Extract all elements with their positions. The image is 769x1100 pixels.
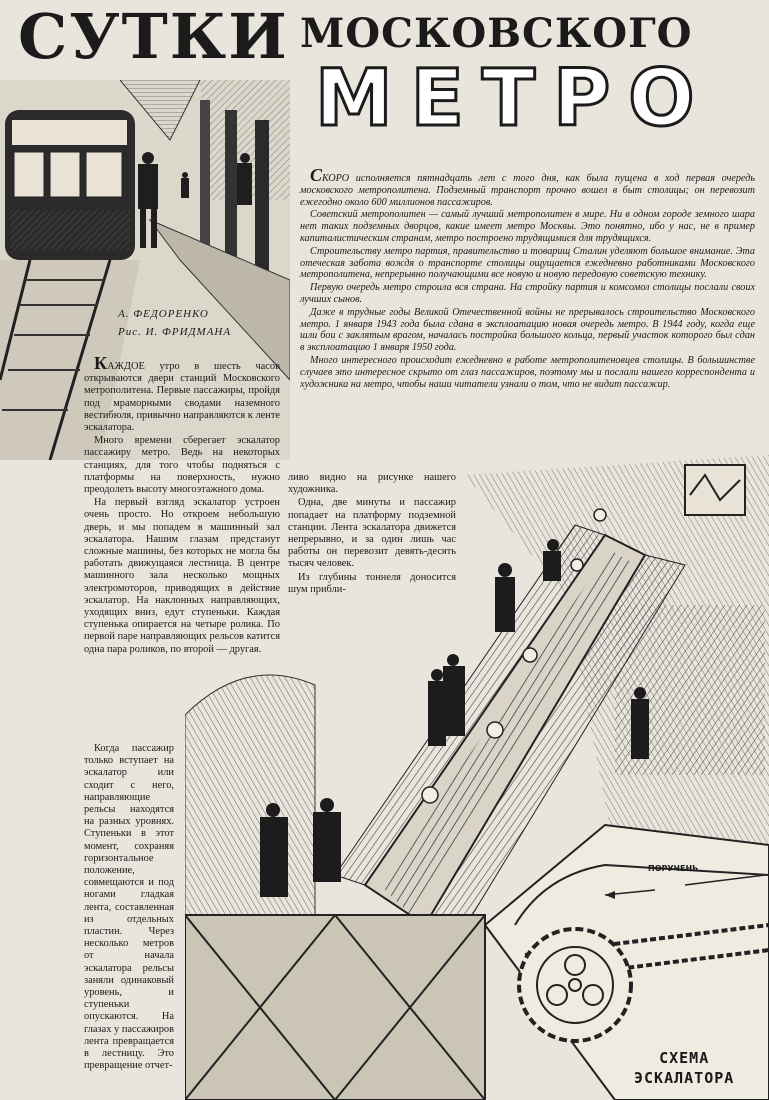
col2-paragraph-3: Из глубины тоннеля доносится шум прибли- bbox=[288, 571, 456, 595]
body-paragraph-4: Когда пассажир только вступает на эскалатор или сходит с него, направляющие рельсы находятся на разных уровнях. Ступеньки в этот момент, сохраняя горизонтальное положение, совмещаются и под ногами гладкая лента, составленная из отдельных пластин. Через несколько метров от начала эскалатора рельсы заняли одинаковый уровень, и ступеньки опускаются. На глазах у пассажиров лента превращается в лестницу. Это превращение отчет- bbox=[84, 743, 175, 1072]
illustrator-credit: Рис. И. ФРИДМАНА bbox=[118, 326, 232, 338]
body-paragraph-1: КАЖДОЕ утро в шесть часов открываются двери станций Московского метрополитена. Первые пассажиры, пройдя под мраморными сводами наземного вестибюля, привычно направляются к ленте эскалатора. bbox=[84, 353, 280, 434]
lead-paragraph-2: Советский метрополитен — самый лучший метрополитен в мире. Ни в одном городе земного шара нет таких подземных дворцов, какие имеет метро Москвы. Это понятно, ибо у нас, не в пример капиталистическим странам, метро построено трудящимися для трудящихся. bbox=[300, 209, 755, 244]
escalator-schema-caption bbox=[634, 1048, 734, 1088]
body-paragraph-2: Много времени сберегает эскалатор пассажиру метро. Ведь на некоторых станциях, для того чтобы подняться с платформы на поверхность, нужно преодолеть высоту многоэтажного дома. bbox=[84, 435, 280, 496]
body-text-column-1b bbox=[84, 743, 174, 1073]
headline-word-metro: МЕТРО bbox=[315, 54, 713, 144]
schema-caption-line-2: ЭСКАЛАТОРА bbox=[634, 1069, 735, 1087]
lead-paragraph-6: Много интересного происходит ежедневно в работе метрополитеновцев столицы. В большинстве случаев это интересное скрыто от глаз пассажиров, поэтому мы и послали нашего корреспондента и художника на метро, чтобы наши читатели узнали о том, что не видит пассажир. bbox=[300, 354, 755, 390]
headline-word-moskovskogo: МОСКОВСКОГО bbox=[300, 10, 693, 57]
body-paragraph-3: На первый взгляд эскалатор устроен очень просто. Но откроем небольшую дверь, и мы попадем в машинный зал эскалатора. Нашим глазам предстанут сложные машины, без которых не могла бы работать движущаяся лестница. В центре машинного зала несколько мощных электромоторов, приводящих в действие эскалатор. На наклонных направляющих, уходящих вниз, едут ступеньки. Каждая ступенька опирается на четыре ролика. По первой паре направляющих рельсов катится одна пара роликов, по второй — другая. bbox=[84, 497, 280, 655]
lead-paragraph-4: Первую очередь метро строила вся страна. На стройку партия и комсомол столицы послали своих лучших сынов. bbox=[300, 282, 755, 305]
lead-drop-cap: С bbox=[310, 165, 323, 185]
col2-paragraph-2: Одна, две минуты и пассажир попадает на платформу подземной станции. Лента эскалатора движется непрерывно, и за один лишь час работы он перевозит девять-десять тысяч человек. bbox=[288, 497, 456, 570]
col2-paragraph-1: ливо видно на рисунке нашего художника. bbox=[288, 472, 456, 496]
escalator-illustration bbox=[185, 455, 769, 1100]
body-drop-cap: К bbox=[94, 353, 108, 373]
headline-word-sutki: СУТКИ bbox=[18, 0, 289, 73]
lead-paragraph-5: Даже в трудные годы Великой Отечественной войны не прерывалось строительство Московского метро. 1 января 1943 года была сдана в эксплоатацию новая очередь метро. В 1944 году, когда еще шли бои с заклятым врагом, началась постройка большого кольца, первый участок которого был сдан в эксплоатацию 1 января 1950 года. bbox=[300, 306, 755, 354]
author-credit: А. ФЕДОРЕНКО bbox=[118, 308, 209, 320]
escalator-drawing bbox=[185, 455, 769, 1100]
lead-paragraph-3: Строительству метро партия, правительство и товарищ Сталин уделяют большое внимание. Эта отеческая забота вождя о транспорте столицы ощущается ежедневно работниками Московского метрополитена, непрерывно получающими все новую и новую передовую советскую технику. bbox=[300, 245, 755, 281]
handrail-label: ПОРУЧЕНЬ bbox=[648, 864, 699, 873]
schema-caption-line-1: СХЕМА bbox=[659, 1049, 710, 1067]
lead-paragraph-1: СКОРО исполняется пятнадцать лет с того дня, как была пущена в ход первая очередь московского метрополитена. Подземный транспорт прочно вошел в быт столицы; он перевозит ежегодно около 600 миллионов пассажиров. bbox=[300, 165, 755, 208]
lead-text bbox=[300, 165, 755, 391]
